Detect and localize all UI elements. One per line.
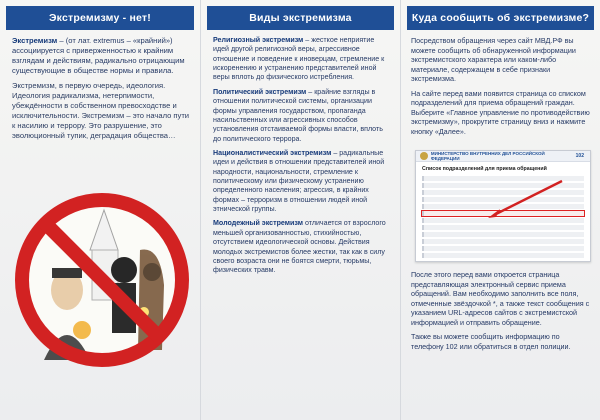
term: Националистический экстремизм: [213, 148, 332, 157]
column-extremism-no: [0, 0, 200, 420]
prohibition-sign-illustration: [12, 190, 192, 370]
type-political: [213, 88, 390, 144]
column-header: Виды экстремизма: [207, 6, 394, 30]
report-intro: Посредством обращения через сайт МВД.РФ вы можете сообщить об обнаруженной информации экстремистского характера или каком-либо материале, содержащем в себе признаки экстремизма.: [411, 36, 576, 83]
type-youth: [213, 219, 390, 275]
list-item: [422, 239, 584, 244]
site-name: МИНИСТЕРСТВО ВНУТРЕННИХ ДЕЛ РОССИЙСКОЙ ФЕДЕРАЦИИ: [430, 151, 545, 161]
term: Молодежный экстремизм: [213, 219, 303, 228]
term: Экстремизм: [12, 36, 58, 45]
type-text: – жесткое неприятие идей другой религиозной веры, агрессивное отношение и поведение к иноверцам, стремление к искоренению и устранению представителей иной веры вплоть до физического истребления.: [213, 36, 385, 82]
column-where-to-report: [400, 0, 600, 420]
column-header: Куда сообщить об экстремизме?: [407, 6, 594, 30]
type-religious: [213, 36, 390, 83]
list-title: Список подразделений для приема обращений: [422, 166, 547, 172]
column-body-lower: [401, 264, 600, 356]
type-text: – крайние взгляды в отношении политической системы, организации формы управления государством, пропаганда насильственных или агрессивных способов установления отстаиваемой формы власти, вплоть до политического террора.: [213, 87, 383, 143]
prohibition-sign-icon: [12, 190, 192, 370]
list-item: [422, 225, 584, 230]
definition-paragraph: [12, 36, 190, 76]
type-text: – радикальные идеи и действия в отношении представителей иной народности, национальности, стремление к политическому или физическому устранению определенного населения; агрессия, в крайних формах – терроризм в отношении людей иной этнической группы.: [213, 148, 385, 214]
list-item: [422, 232, 584, 237]
crest-icon: [420, 152, 428, 160]
term: Религиозный экстремизм: [213, 36, 304, 44]
site-header: [416, 151, 590, 162]
column-header: Экстремизму - нет!: [6, 6, 194, 30]
list-item: [422, 253, 584, 258]
hotline-number: 102: [575, 153, 584, 159]
type-nationalist: [213, 149, 390, 215]
column-types-of-extremism: [200, 0, 400, 420]
report-step-list: На сайте перед вами появится страница со списком подразделений для приема обращений граждан. Выберите «Главное управление по противодействию экстремизму», прокрутите страницу вниз и нажмите кнопку «Далее».: [411, 88, 590, 136]
definition-text: – (от лат. extremus – «крайний») ассоциируется с приверженностью к крайним взглядам и действиям, радикально отрицающим существующие в обществе нормы и правила.: [12, 36, 185, 76]
column-body: [0, 30, 200, 141]
column-body: [201, 30, 400, 276]
report-phone: Также вы можете сообщить информацию по телефону 102 или обратиться в отдел полиции.: [411, 332, 571, 351]
type-text: отличается от взрослого меньшей организованностью, стихийностью, отсутствием идеологической основы. Действия молодых экстремистов более жестки, так как в силу своего возраста они не боятся смерти, тюрьмы, физических травм.: [213, 219, 386, 275]
list-item: [422, 246, 584, 251]
ideology-paragraph: Экстремизм, в первую очередь, идеология. Идеология радикализма, нетерпимости, убеждённости в собственном превосходстве и исключительности. Экстремизм – это начало пути к насилию и террору. Это разрушение, это эволюционный тупик, деградация общества…: [12, 81, 190, 141]
term: Политический экстремизм: [213, 87, 307, 96]
column-body: [401, 30, 600, 136]
red-arrow-icon: [486, 179, 566, 219]
report-form-instructions: После этого перед вами откроется страница представляющая электронный сервис приема обращений. Вам необходимо заполнить все поля, отмеченные звёздочкой *, а также текст сообщения с указанием URL-адресов сайтов с экстремистской информацией и отправить обращение.: [411, 270, 590, 327]
website-screenshot: [415, 150, 591, 262]
